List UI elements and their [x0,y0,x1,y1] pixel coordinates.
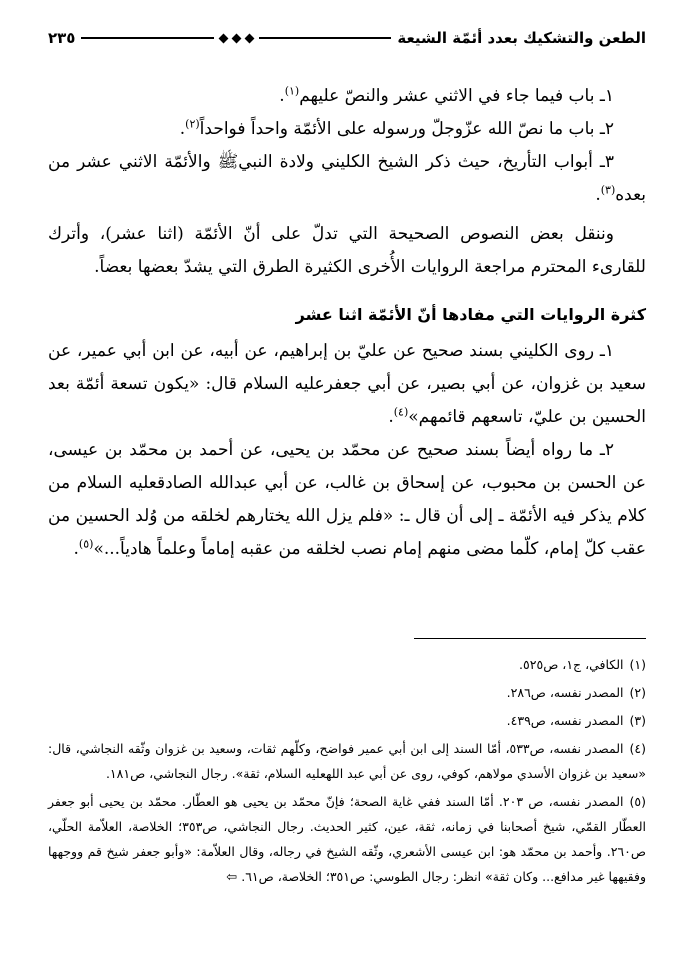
footnote-ref[interactable]: (٥) [78,537,94,551]
chapter-list-item [48,146,646,212]
footnote-text: المصدر نفسه، ص٢٨٦. [506,685,624,700]
footnote-text: المصدر نفسه، ص٥٣٣، أمّا السند إلى ابن أبي عمير فواضح، وكلّهم ثقات، وسعيد بن غزوان وثّقه النجاشي، قال: «سعيد بن غزوان الأسدي مولاهم، كوفي، روى عن أبي عبد اللهعليه السلام، ثقة». رجال النجاشي، ص١٨١. [48,741,646,781]
narration-end: . [388,407,394,427]
narration-paragraph [48,335,646,434]
narration-end: . [73,539,79,559]
footnote-text: المصدر نفسه، ص٤٣٩. [506,713,624,728]
page-number: ٢٣٥ [48,29,76,47]
footnotes [48,652,646,893]
running-header [48,26,646,50]
diamond-icon [244,33,254,43]
chapter-list-item [48,80,646,113]
diamond-icon [218,33,228,43]
main-text [48,80,646,566]
footnote-ref[interactable]: (٤) [393,405,409,419]
header-diamond-dots [220,35,253,42]
continuation-arrow-icon: ⇦ [226,870,238,885]
narration-paragraph [48,434,646,566]
footnote-number: (٤) [629,741,646,756]
footnote-ref[interactable]: (٣) [600,183,616,197]
header-ornament-rule [81,35,391,42]
footnote-number: (١) [629,657,646,672]
footnote-number: (٥) [629,794,646,809]
footnote [48,708,646,733]
book-page [48,26,646,956]
item-text: ١ـ باب فيما جاء في الاثني عشر والنصّ عليهم [299,86,614,106]
footnote [48,736,646,786]
chapter-list-item [48,113,646,146]
footnote-ref[interactable]: (٢) [185,117,200,131]
item-end: . [179,119,186,139]
footnote-text: المصدر نفسه، ص ٢٠٣. أمّا السند ففي غاية الصحة؛ فإنّ محمّد بن يحيى هو العطّار. محمّد بن يحيى أبو جعفر العطّار القمّي، شيخ أصحابنا في زمانه، ثقة، عين، كثير الحديث. رجال النجاشي، ص٣٥٣؛ الخلاصة، العلاّمة الحلّي، ص٢٦٠. وأحمد بن محمّد هو: ابن عيسى الأشعري، وثّقه الشيخ في رجاله، وقال العلاّمة: «وأبو جعفر شيخ قم ووجهها وفقيهها غير مدافع... وكان ثقة» انظر: رجال الطوسي: ص٣٥١؛ الخلاصة، ص٦١. [48,794,646,884]
footnote [48,680,646,705]
narration-text: ١ـ روى الكليني بسند صحيح عن عليّ بن إبراهيم، عن أبيه، عن ابن أبي عمير، عن سعيد بن غزوان، عن أبي بصير، عن أبي جعفرعليه السلام قال: «يكون تسعة أئمّة بعد الحسين بن عليّ، تاسعهم قائمهم» [48,341,646,427]
footnote-number: (٣) [629,713,646,728]
narration-text: ٢ـ ما رواه أيضاً بسند صحيح عن محمّد بن يحيى، عن أحمد بن محمّد بن عيسى، عن الحسن بن محبوب، عن إسحاق بن غالب، عن أبي عبدالله الصادقعليه السلام من كلام يذكر فيه الأئمّة ـ إلى أن قال ـ: «فلم يزل الله يختارهم لخلقه من وُلد الحسين من عقب كلّ إمام، كلّما مضى منهم إمام نصب لخلقه من عقبه إماماً وعلماً هادياً...» [48,440,646,559]
item-end: . [595,185,601,205]
footnote-text: الكافي، ج١، ص٥٢٥. [519,657,624,672]
diamond-icon [231,33,241,43]
header-title: الطعن والتشكيك بعدد أئمّة الشيعة [397,29,646,47]
section-heading: كثرة الروايات التي مفادها أنّ الأئمّة اثنا عشر [295,305,646,324]
item-end: . [279,86,285,106]
item-text: ٢ـ باب ما نصّ الله عزّوجلّ ورسوله على الأئمّة واحداً فواحداً [199,119,614,139]
item-text: ٣ـ أبواب التأريخ، حيث ذكر الشيخ الكليني ولادة النبيﷺ والأئمّة الاثني عشر من بعده [48,152,646,205]
footnote-separator [414,638,646,639]
transfer-paragraph: وننقل بعض النصوص الصحيحة التي تدلّ على أنّ الأئمّة (اثنا عشر)، وأترك للقارىء المحترم مراجعة الروايات الأُخرى الكثيرة الطرق التي يشدّ بعضها بعضاً. [48,224,646,277]
footnote [48,652,646,677]
footnote [48,789,646,890]
header-rule-line [259,37,391,39]
footnote-number: (٢) [629,685,646,700]
header-rule-line [81,37,213,39]
footnote-ref[interactable]: (١) [284,84,300,98]
